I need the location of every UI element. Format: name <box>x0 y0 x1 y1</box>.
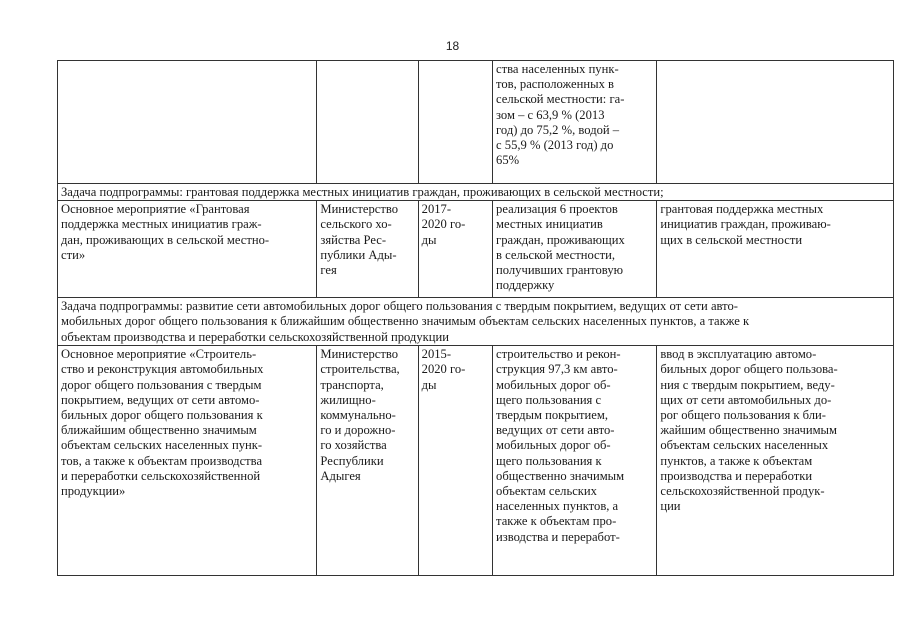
cell-result: ства населенных пунк- тов, расположенных в сельской местности: га- зом – с 63,9 % (2013 год) до 75,2 %, водой – с 55,9 % (2013 год) до 65% <box>493 61 657 184</box>
table-row-task <box>58 298 894 346</box>
cell-executor: Министерство сельского хо- зяйства Рес- публики Ады- гея <box>317 201 418 298</box>
cell-period <box>418 61 492 184</box>
cell-outcome: грантовая поддержка местных инициатив граждан, проживаю- щих в сельской местности <box>657 201 894 298</box>
cell-executor: Министерство строительства, транспорта, жилищно- коммунально- го и дорожно- го хозяйства Республики Адыгея <box>317 346 418 576</box>
cell-activity: Основное мероприятие «Грантовая поддержка местных инициатив граж- дан, проживающих в сельской местно- сти» <box>58 201 317 298</box>
cell-outcome <box>657 61 894 184</box>
cell-outcome: ввод в эксплуатацию автомо- бильных дорог общего пользова- ния с твердым покрытием, веду- щих от сети автомобильных до- рог общего пользования к бли- жайшим общественно значимым объектам сельских населенных пунктов, а также к объектам производства и переработки сельскохозяйственной продук- ции <box>657 346 894 576</box>
cell-result: реализация 6 проектов местных инициатив граждан, проживающих в сельской местности, получивших грантовую поддержку <box>493 201 657 298</box>
cell-executor <box>317 61 418 184</box>
cell-activity <box>58 61 317 184</box>
page-number: 18 <box>445 39 460 53</box>
table-row-activity <box>58 346 894 576</box>
cell-period: 2015- 2020 го- ды <box>418 346 492 576</box>
table-row-continuation <box>58 61 894 184</box>
cell-period: 2017- 2020 го- ды <box>418 201 492 298</box>
program-table <box>57 60 894 576</box>
task-heading: Задача подпрограммы: развитие сети автомобильных дорог общего пользования с твердым покрытием, ведущих от сети авто- мобильных дорог общего пользования к ближайшим общественно значимым объектам сельских населенных пунктов, а также к объектам производства и переработки сельскохозяйственной продукции <box>58 298 894 346</box>
task-heading: Задача подпрограммы: грантовая поддержка местных инициатив граждан, проживающих в сельской местности; <box>58 184 894 201</box>
cell-activity: Основное мероприятие «Строитель- ство и реконструкция автомобильных дорог общего пользования с твердым покрытием, ведущих от сети автомо- бильных дорог общего пользования к ближайшим общественно значимым объектам сельских населенных пунк- тов, а также к объектам производства и переработки сельскохозяйственной продукции» <box>58 346 317 576</box>
table-row-task <box>58 184 894 201</box>
cell-result: строительство и рекон- струкция 97,3 км авто- мобильных дорог об- щего пользования с твердым покрытием, ведущих от сети авто- мобильных дорог об- щего пользования к общественно значимым объектам сельских населенных пунктов, а также к объектам про- изводства и переработ- <box>493 346 657 576</box>
table-row-activity <box>58 201 894 298</box>
